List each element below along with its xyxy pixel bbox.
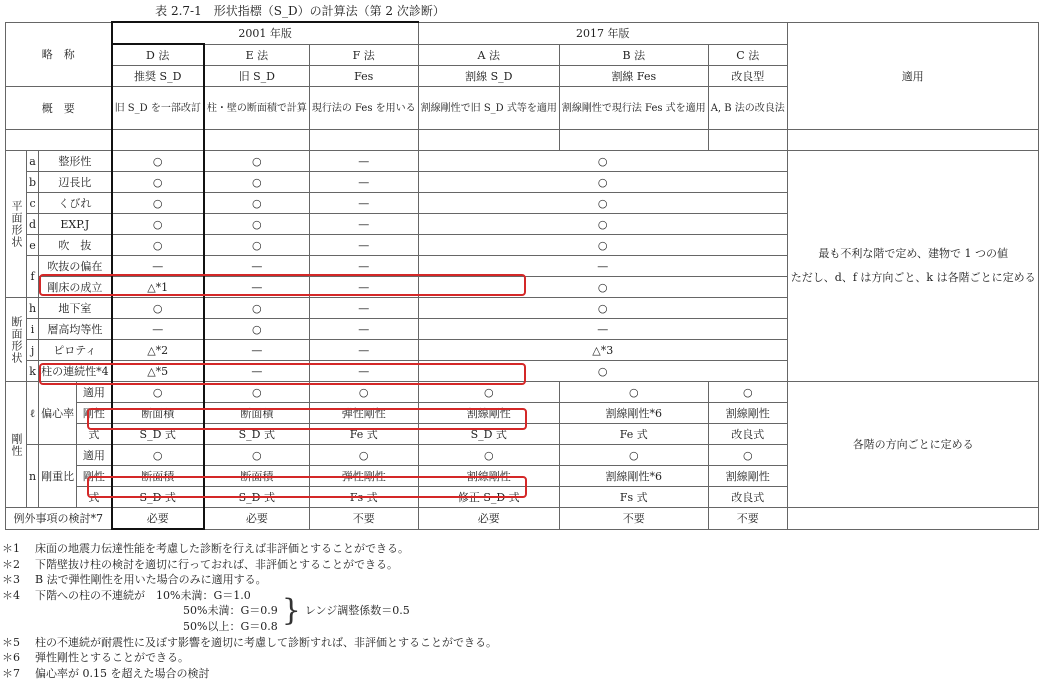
cell-d: 断面積 [112, 403, 204, 424]
cell-c: 改良式 [708, 424, 787, 445]
cell-abc: ○ [418, 235, 787, 256]
cell-d: S_D 式 [112, 487, 204, 508]
method-a: A 法 [418, 44, 559, 66]
cell-b: 不要 [559, 508, 708, 530]
sub-apply: 適用 [77, 445, 112, 466]
sub-formula: 式 [77, 487, 112, 508]
cell-abc: ○ [418, 298, 787, 319]
cell-e: S_D 式 [204, 487, 310, 508]
cell-e: 必要 [204, 508, 310, 530]
cell-f: 不要 [309, 508, 418, 530]
cell-c: 不要 [708, 508, 787, 530]
footnote: ＊5 柱の不連続が耐震性に及ぼす影響を適切に考慮して診断すれば、非評価とすることができる。 [2, 635, 497, 649]
cell-abc: ○ [418, 361, 787, 382]
cell-d: ○ [112, 445, 204, 466]
cell-c: 割線剛性 [708, 403, 787, 424]
table-row [6, 382, 1039, 403]
row-id: f [27, 256, 39, 298]
row-label: 辺長比 [39, 172, 112, 193]
cell-b: Fs 式 [559, 487, 708, 508]
cell-c: 割線剛性 [708, 466, 787, 487]
cell-f: — [309, 361, 418, 382]
cell-e: — [204, 256, 310, 277]
cell-d: — [112, 256, 204, 277]
cell-a: 割線剛性 [418, 403, 559, 424]
sub-stiff: 剛性 [77, 466, 112, 487]
header-2017: 2017 年版 [418, 22, 787, 44]
brace-icon: } [281, 592, 301, 628]
cell-e: ○ [204, 445, 310, 466]
cell-b: 割線剛性*6 [559, 403, 708, 424]
footnote: ＊7 偏心率が 0.15 を超えた場合の検討 [2, 666, 210, 680]
cell-f: 弾性剛性 [309, 466, 418, 487]
row-label: 吹抜の偏在 [39, 256, 112, 277]
method-a-short: 割線 S_D [418, 66, 559, 87]
cell-f: — [309, 256, 418, 277]
cell-d: 断面積 [112, 466, 204, 487]
sub-apply: 適用 [77, 382, 112, 403]
table-row [6, 508, 1039, 530]
cell-c: 改良式 [708, 487, 787, 508]
cell-e: ○ [204, 235, 310, 256]
cell-e: 断面積 [204, 403, 310, 424]
header-ryakusho: 略 称 [6, 22, 112, 87]
row-label: 吹 抜 [39, 235, 112, 256]
method-d-desc: 旧 S_D を一部改訂 [112, 87, 204, 130]
method-e: E 法 [204, 44, 310, 66]
row-label: ピロティ [39, 340, 112, 361]
method-d-short: 推奨 S_D [112, 66, 204, 87]
footnote: ＊3 B 法で弾性剛性を用いた場合のみに適用する。 [2, 573, 267, 587]
cell-d: ○ [112, 151, 204, 172]
method-b-desc: 割線剛性で現行法 Fes 式を適用 [559, 87, 708, 130]
cell-b: 割線剛性*6 [559, 466, 708, 487]
sd-method-table [5, 21, 1039, 530]
note4-line3: 50%以上：G＝0.8 [183, 619, 278, 633]
cell-e: ○ [204, 172, 310, 193]
method-e-desc: 柱・壁の断面積で計算 [204, 87, 310, 130]
cell-f: — [309, 235, 418, 256]
row-id: h [27, 298, 39, 319]
cell-d: △*1 [112, 277, 204, 298]
cell-f: Fs 式 [309, 487, 418, 508]
cell-a: 修正 S_D 式 [418, 487, 559, 508]
method-f: F 法 [309, 44, 418, 66]
row-label: 剛床の成立 [39, 277, 112, 298]
row-label: 剛重比 [39, 445, 77, 508]
row-id: n [27, 445, 39, 508]
row-label: くびれ [39, 193, 112, 214]
cell-d: ○ [112, 382, 204, 403]
group-danmen: 断面形状 [6, 298, 27, 382]
sub-stiff: 剛性 [77, 403, 112, 424]
sub-formula: 式 [77, 424, 112, 445]
row-id: a [27, 151, 39, 172]
footnote: ＊1 床面の地震力伝達性能を考慮した診断を行えば非評価とすることができる。 [2, 542, 409, 555]
cell-e: ○ [204, 151, 310, 172]
cell-f: Fe 式 [309, 424, 418, 445]
cell-a: ○ [418, 382, 559, 403]
cell-f: — [309, 298, 418, 319]
cell-d: — [112, 319, 204, 340]
header-gaiyo: 概 要 [6, 87, 112, 130]
cell-d: △*2 [112, 340, 204, 361]
cell-e: ○ [204, 382, 310, 403]
method-b: B 法 [559, 44, 708, 66]
cell-a: ○ [418, 445, 559, 466]
cell-a: 必要 [418, 508, 559, 530]
row-label: 層高均等性 [39, 319, 112, 340]
cell-a: S_D 式 [418, 424, 559, 445]
footnote-4: ＊4 下階への柱の不連続が 10%未満：G＝1.0 [2, 588, 251, 602]
row-id: i [27, 319, 39, 340]
group-heimen: 平面形状 [6, 151, 27, 298]
cell-e: ○ [204, 319, 310, 340]
row-id: c [27, 193, 39, 214]
cell-f: 弾性剛性 [309, 403, 418, 424]
exc-label: 例外事項の検討*7 [6, 508, 112, 530]
apply-note-ge: 各階の方向ごとに定める [787, 382, 1038, 508]
row-id: j [27, 340, 39, 361]
footnotes [0, 541, 600, 681]
cell-f: — [309, 277, 418, 298]
method-b-short: 割線 Fes [559, 66, 708, 87]
row-label: 整形性 [39, 151, 112, 172]
apply-note-planar [787, 151, 1038, 382]
cell-e: — [204, 361, 310, 382]
row-id: d [27, 214, 39, 235]
group-go: 剛性 [6, 382, 27, 508]
cell-c: ○ [708, 382, 787, 403]
cell-d: ○ [112, 172, 204, 193]
cell-d: ○ [112, 298, 204, 319]
apply-dir-text: ただし、d、f は方向ごと、k は各階ごとに定める [790, 271, 1036, 284]
cell-d: ○ [112, 193, 204, 214]
method-a-desc: 割線剛性で旧 S_D 式等を適用 [418, 87, 559, 130]
cell-d: ○ [112, 214, 204, 235]
cell-f: ○ [309, 382, 418, 403]
row-label: 柱の連続性*4 [39, 361, 112, 382]
cell-abc: ○ [418, 214, 787, 235]
method-c-short: 改良型 [708, 66, 787, 87]
cell-f: — [309, 193, 418, 214]
method-e-short: 旧 S_D [204, 66, 310, 87]
row-label: 地下室 [39, 298, 112, 319]
cell-abc: △*3 [418, 340, 787, 361]
cell-f: — [309, 340, 418, 361]
note4-line2: 50%未満：G＝0.9 [183, 604, 278, 618]
method-c: C 法 [708, 44, 787, 66]
cell-e: ○ [204, 193, 310, 214]
cell-d: S_D 式 [112, 424, 204, 445]
cell-f: — [309, 151, 418, 172]
cell-abc: ○ [418, 151, 787, 172]
cell-f: — [309, 214, 418, 235]
cell-e: 断面積 [204, 466, 310, 487]
row-id: k [27, 361, 39, 382]
cell-abc: ○ [418, 277, 787, 298]
row-id: ℓ [27, 382, 39, 445]
cell-abc: — [418, 256, 787, 277]
cell-c: ○ [708, 445, 787, 466]
table-title: 表 2.7-1 形状指標（S_D）の計算法（第 2 次診断） [155, 4, 445, 18]
row-id: b [27, 172, 39, 193]
cell-b: Fe 式 [559, 424, 708, 445]
header-tekiyo: 適用 [787, 22, 1038, 130]
header-2001: 2001 年版 [112, 22, 419, 44]
cell-e: — [204, 277, 310, 298]
cell-d: ○ [112, 235, 204, 256]
cell-e: ○ [204, 214, 310, 235]
cell-d: 必要 [112, 508, 204, 530]
cell-e: S_D 式 [204, 424, 310, 445]
apply-planar-text: 最も不利な階で定め、建物で 1 つの値 [818, 247, 1008, 260]
method-f-desc: 現行法の Fes を用いる [309, 87, 418, 130]
table-row [6, 151, 1039, 172]
cell-abc: — [418, 319, 787, 340]
cell-f: — [309, 172, 418, 193]
method-d: D 法 [112, 44, 204, 66]
cell-e: ○ [204, 298, 310, 319]
cell-b: ○ [559, 382, 708, 403]
row-label: 偏心率 [39, 382, 77, 445]
footnote: ＊6 弾性剛性とすることができる。 [2, 651, 189, 665]
note4-range: レンジ調整係数＝0.5 [304, 604, 410, 618]
cell-f: ○ [309, 445, 418, 466]
footnote: ＊2 下階壁抜け柱の検討を適切に行っておれば、非評価とすることができる。 [2, 557, 398, 571]
cell-f: — [309, 319, 418, 340]
row-id: e [27, 235, 39, 256]
cell-d: △*5 [112, 361, 204, 382]
method-f-short: Fes [309, 66, 418, 87]
cell-e: — [204, 340, 310, 361]
cell-a: 割線剛性 [418, 466, 559, 487]
row-label: EXP.J [39, 214, 112, 235]
cell-abc: ○ [418, 172, 787, 193]
cell-b: ○ [559, 445, 708, 466]
cell-abc: ○ [418, 193, 787, 214]
method-c-desc: A, B 法の改良法 [708, 87, 787, 130]
